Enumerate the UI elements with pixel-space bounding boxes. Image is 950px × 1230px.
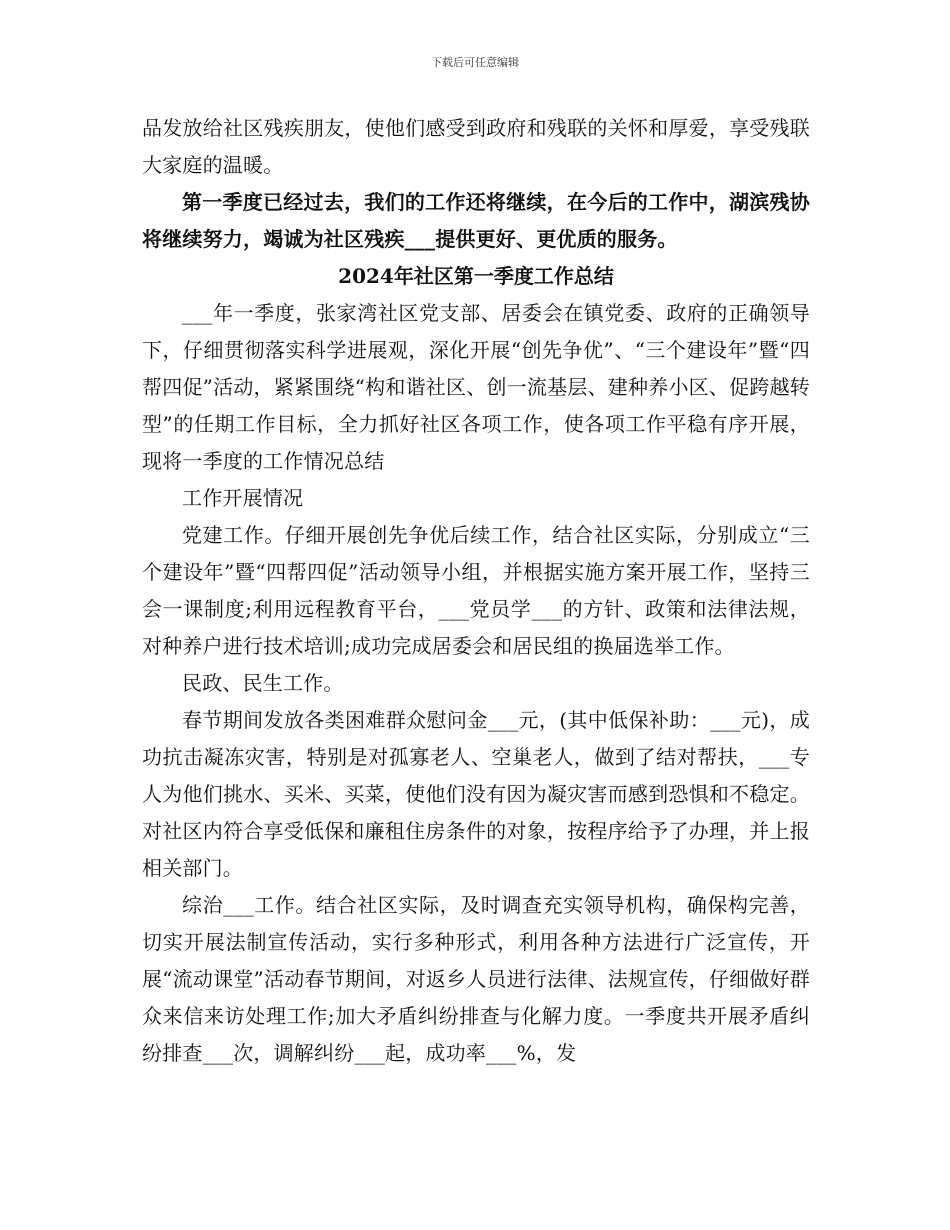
- paragraph-closing-bold: 第一季度已经过去，我们的工作还将继续，在今后的工作中，湖滨残协将继续努力，竭诚为社区残疾___提供更好、更优质的服务。: [142, 190, 810, 251]
- section-heading: 工作开展情况: [182, 486, 304, 510]
- document-title: 2024年社区第一季度工作总结: [338, 264, 614, 288]
- paragraph-party-building: 党建工作。仔细开展创先争优后续工作，结合社区实际，分别成立“三个建设年”暨“四帮四促”活动领导小组，并根据实施方案开展工作，坚持三会一课制度;利用远程教育平台，___党员学___的方针、政策和法律法规，对种养户进行技术培训;成功完成居委会和居民组的换届选举工作。: [142, 523, 810, 658]
- paragraph-comprehensive-governance: 综治___工作。结合社区实际，及时调查充实领导机构，确保构完善，切实开展法制宣传活动，实行多种形式，利用各种方法进行广泛宣传，开展“流动课堂”活动春节期间，对返乡人员进行法律、法规宣传，仔细做好群众来信来访处理工作;加大矛盾纠纷排查与化解力度。一季度共开展矛盾纠纷排查___次，调解纠纷___起，成功率___%，发: [142, 893, 810, 1065]
- section-heading-civil-affairs: 民政、民生工作。: [182, 671, 344, 695]
- paragraph-spring-festival: 春节期间发放各类困难群众慰问金___元，(其中低保补助：___元)，成功抗击凝冻灾害，特别是对孤寡老人、空巢老人，做到了结对帮扶，___专人为他们挑水、买米、买菜，使他们没有因为凝灾害而感到恐惧和不稳定。对社区内符合享受低保和廉租住房条件的对象，按程序给予了办理，并上报相关部门。: [142, 708, 810, 880]
- paragraph-intro: ___年一季度，张家湾社区党支部、居委会在镇党委、政府的正确领导下，仔细贯彻落实科学进展观，深化开展“创先争优”、“三个建设年”暨“四帮四促”活动，紧紧围绕“构和谐社区、创一流基层、建种养小区、促跨越转型”的任期工作目标，全力抓好社区各项工作，使各项工作平稳有序开展，现将一季度的工作情况总结: [142, 301, 810, 473]
- header-note: 下载后可任意编辑: [431, 56, 519, 69]
- document-body: [142, 110, 810, 1072]
- paragraph-continued: 品发放给社区残疾朋友，使他们感受到政府和残联的关怀和厚爱，享受残联大家庭的温暖。: [142, 116, 810, 177]
